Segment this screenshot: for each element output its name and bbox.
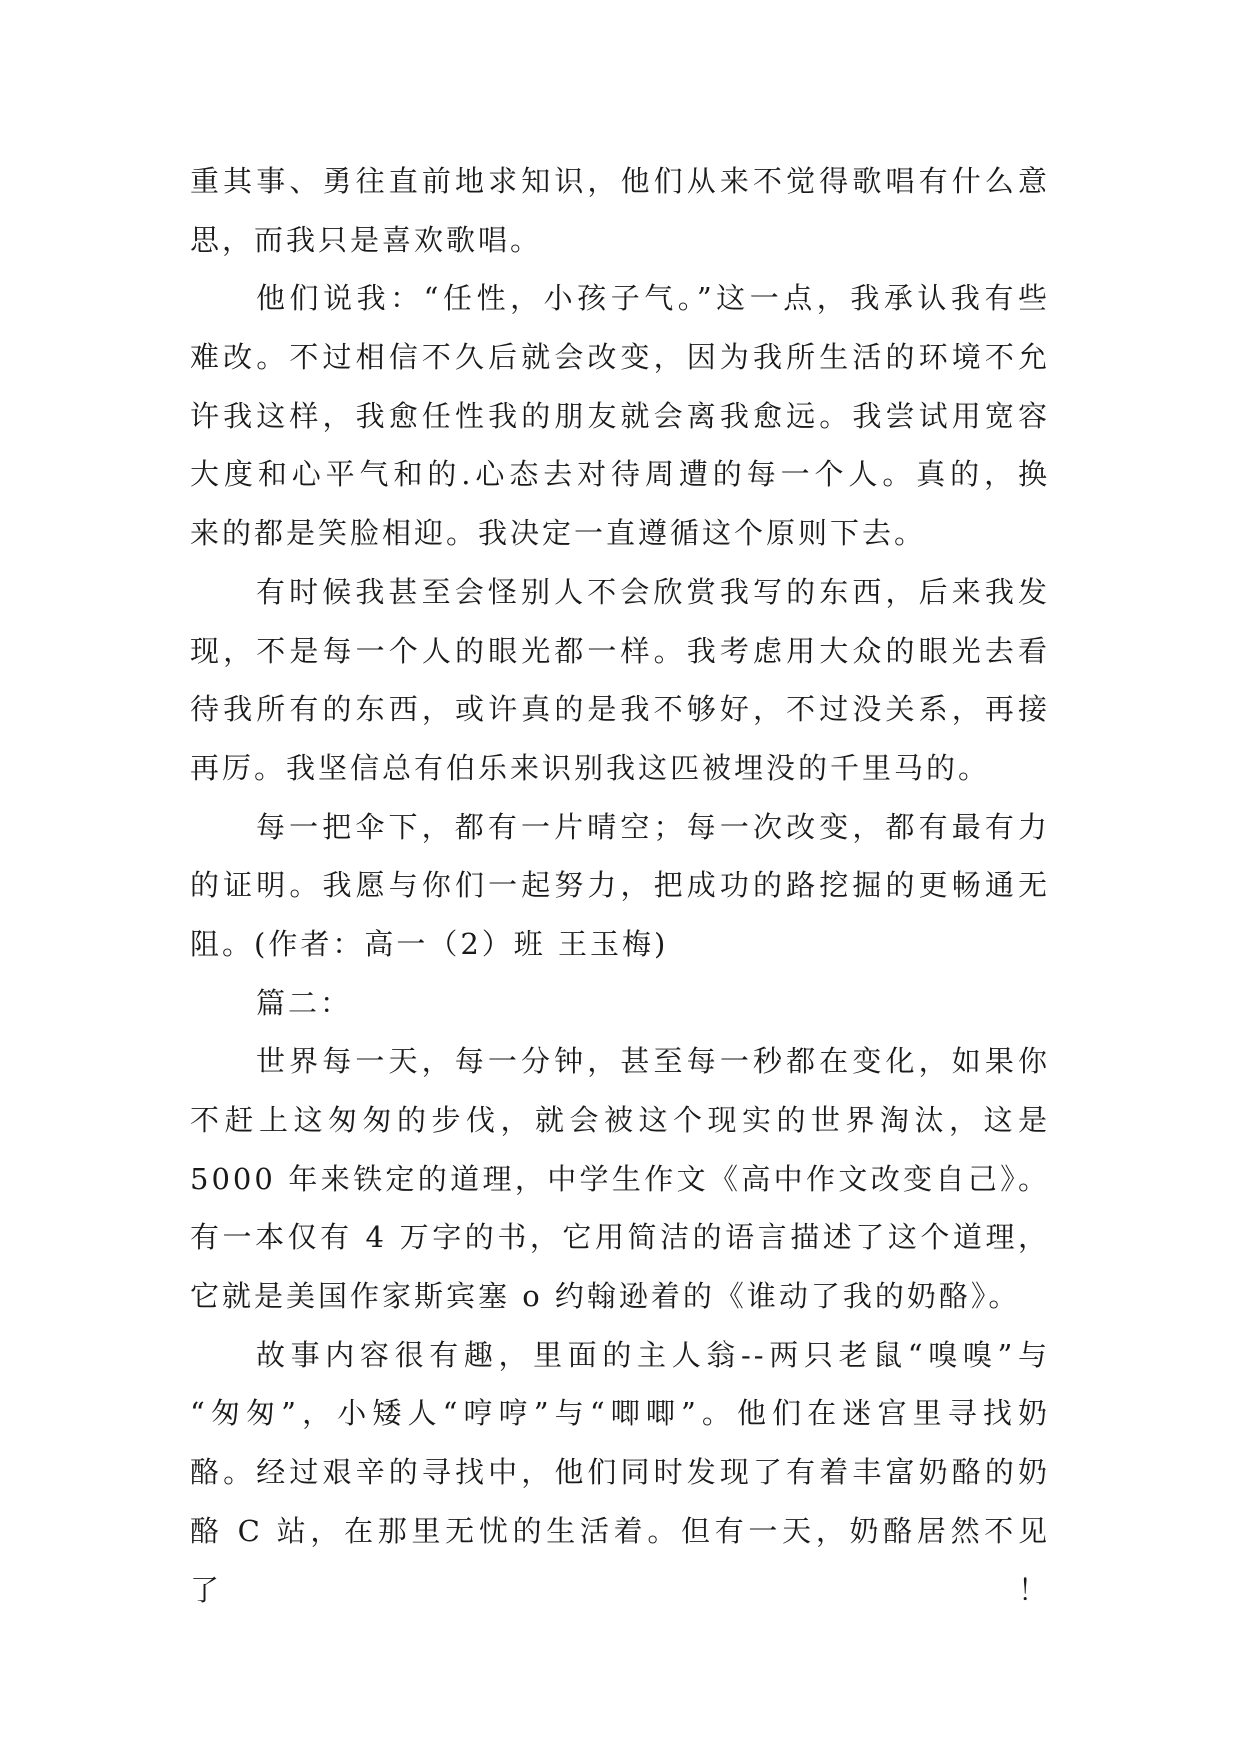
text-line: 阻。(作者：高一（2）班 王玉梅) (190, 926, 669, 961)
text-line: 现，不是每一个人的眼光都一样。我考虑用大众的眼光去看 (190, 633, 1050, 668)
text-line: 5000 年来铁定的道理，中学生作文《高中作文改变自己》。 (190, 1161, 1050, 1196)
text-line: 来的都是笑脸相迎。我决定一直遵循这个原则下去。 (190, 516, 927, 551)
text-line: 世界每一天，每一分钟，甚至每一秒都在变化，如果你 (256, 1044, 1050, 1079)
text-line: 每一把伞下，都有一片晴空；每一次改变，都有最有力 (256, 809, 1050, 844)
text-line: 篇二： (256, 985, 353, 1020)
text-line: 他们说我：“任性，小孩子气。”这一点，我承认我有些 (256, 281, 1050, 316)
text-line: 重其事、勇往直前地求知识，他们从来不觉得歌唱有什么意 (190, 164, 1050, 198)
text-line: 有一本仅有 4 万字的书，它用简洁的语言描述了这个道理， (190, 1220, 1050, 1255)
text-line: 不赶上这匆匆的步伐，就会被这个现实的世界淘汰，这是 (190, 1103, 1050, 1137)
text-line: 再厉。我坚信总有伯乐来识别我这匹被埋没的千里马的。 (190, 750, 991, 785)
text-line: 难改。不过相信不久后就会改变，因为我所生活的环境不允 (190, 340, 1050, 375)
text-line: 酪 C 站，在那里无忧的生活着。但有一天，奶酪居然不见了！ (190, 1513, 1050, 1607)
text-line: 故事内容很有趣，里面的主人翁--两只老鼠“嗅嗅”与 (256, 1337, 1050, 1372)
text-line: 酪。经过艰辛的寻找中，他们同时发现了有着丰富奶酪的奶 (190, 1455, 1050, 1490)
text-line: “匆匆”，小矮人“哼哼”与“唧唧”。他们在迷宫里寻找奶 (190, 1396, 1050, 1431)
body-text (190, 152, 1050, 1607)
text-line: 的证明。我愿与你们一起努力，把成功的路挖掘的更畅通无 (190, 868, 1050, 903)
text-line: 它就是美国作家斯宾塞 o 约翰逊着的《谁动了我的奶酪》。 (190, 1279, 1021, 1314)
text-line: 待我所有的东西，或许真的是我不够好，不过没关系，再接 (190, 692, 1050, 727)
text-line: 有时候我甚至会怪别人不会欣赏我写的东西，后来我发 (256, 574, 1050, 609)
text-line: 思，而我只是喜欢歌唱。 (190, 222, 543, 257)
text-line: 大度和心平气和的.心态去对待周遭的每一个人。真的，换 (190, 457, 1050, 492)
text-line: 许我这样，我愈任性我的朋友就会离我愈远。我尝试用宽容 (190, 398, 1050, 433)
